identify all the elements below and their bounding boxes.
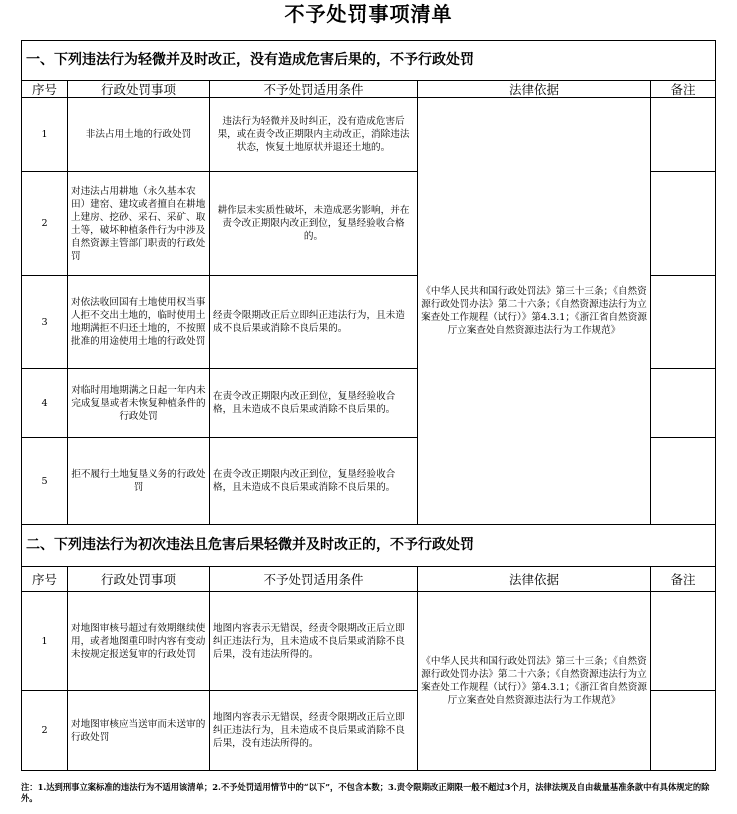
row-number: 2 bbox=[22, 172, 68, 276]
section-1-heading-row bbox=[22, 41, 716, 81]
row-remark bbox=[651, 172, 716, 276]
row-number: 1 bbox=[22, 98, 68, 172]
penalty-exemption-table bbox=[21, 40, 716, 771]
column-header-no: 序号 bbox=[22, 81, 68, 98]
section-1-header-row bbox=[22, 81, 716, 98]
row-remark bbox=[651, 98, 716, 172]
row-remark bbox=[651, 438, 716, 525]
row-number: 5 bbox=[22, 438, 68, 525]
row-legal-basis: 《中华人民共和国行政处罚法》第三十三条；《自然资源行政处罚办法》第二十六条；《自然资源违法行为立案查处工作规程（试行）》第4.3.1；《浙江省自然资源厅立案查处自然资源违法行为工作规范》 bbox=[418, 592, 651, 771]
row-remark bbox=[651, 369, 716, 438]
column-header-condition: 不予处罚适用条件 bbox=[210, 567, 418, 592]
row-condition: 在责令改正期限内改正到位，复垦经验收合格，且未造成不良后果或消除不良后果的。 bbox=[210, 369, 418, 438]
row-legal-basis: 《中华人民共和国行政处罚法》第三十三条；《自然资源行政处罚办法》第二十六条；《自然资源违法行为立案查处工作规程（试行）》第4.3.1；《浙江省自然资源厅立案查处自然资源违法行为工作规范》 bbox=[418, 98, 651, 525]
row-condition: 经责令限期改正后立即纠正违法行为，且未造成不良后果或消除不良后果的。 bbox=[210, 276, 418, 369]
column-header-basis: 法律依据 bbox=[418, 567, 651, 592]
table-row bbox=[22, 592, 716, 691]
row-remark bbox=[651, 691, 716, 771]
row-condition: 在责令改正期限内改正到位，复垦经验收合格，且未造成不良后果或消除不良后果的。 bbox=[210, 438, 418, 525]
row-condition: 地图内容表示无错误，经责令限期改正后立即纠正违法行为，且未造成不良后果或消除不良后果，没有违法所得的。 bbox=[210, 691, 418, 771]
row-condition: 耕作层未实质性破坏，未造成恶劣影响，并在责令改正期限内改正到位，复垦经验收合格的。 bbox=[210, 172, 418, 276]
section-2-heading: 二、下列违法行为初次违法且危害后果轻微并及时改正的，不予行政处罚 bbox=[22, 525, 716, 567]
column-header-remark: 备注 bbox=[651, 81, 716, 98]
table-row bbox=[22, 98, 716, 172]
row-number: 4 bbox=[22, 369, 68, 438]
row-item: 对地图审核应当送审而未送审的行政处罚 bbox=[68, 691, 210, 771]
page-title: 不予处罚事项清单 bbox=[284, 2, 453, 26]
row-remark bbox=[651, 592, 716, 691]
column-header-item: 行政处罚事项 bbox=[68, 567, 210, 592]
row-number: 3 bbox=[22, 276, 68, 369]
column-header-no: 序号 bbox=[22, 567, 68, 592]
row-remark bbox=[651, 276, 716, 369]
row-item: 对违法占用耕地（永久基本农田）建窑、建坟或者擅自在耕地上建房、挖砂、采石、采矿、取土等，破坏种植条件行为中涉及自然资源主管部门职责的行政处罚 bbox=[68, 172, 210, 276]
section-2-heading-row bbox=[22, 525, 716, 567]
row-item: 拒不履行土地复垦义务的行政处罚 bbox=[68, 438, 210, 525]
row-number: 1 bbox=[22, 592, 68, 691]
section-2-header-row bbox=[22, 567, 716, 592]
section-1-heading: 一、下列违法行为轻微并及时改正，没有造成危害后果的，不予行政处罚 bbox=[22, 41, 716, 81]
row-condition: 违法行为轻微并及时纠正，没有造成危害后果，或在责令改正期限内主动改正，消除违法状态，恢复土地原状并退还土地的。 bbox=[210, 98, 418, 172]
row-item: 对依法收回国有土地使用权当事人拒不交出土地的，临时使用土地期满拒不归还土地的，不按照批准的用途使用土地的行政处罚 bbox=[68, 276, 210, 369]
row-condition: 地图内容表示无错误，经责令限期改正后立即纠正违法行为，且未造成不良后果或消除不良后果，没有违法所得的。 bbox=[210, 592, 418, 691]
row-item: 对地图审核号超过有效期继续使用，或者地图重印时内容有变动未按规定报送复审的行政处罚 bbox=[68, 592, 210, 691]
row-item: 对临时用地期满之日起一年内未完成复垦或者未恢复种植条件的行政处罚 bbox=[68, 369, 210, 438]
column-header-remark: 备注 bbox=[651, 567, 716, 592]
column-header-condition: 不予处罚适用条件 bbox=[210, 81, 418, 98]
footnote: 注：1.达到刑事立案标准的违法行为不适用该清单；2.不予处罚适用情节中的“以下”，不包含本数；3.责令限期改正期限一般不超过3个月，法律法规及自由裁量基准条款中有具体规定的除外。 bbox=[21, 782, 710, 803]
row-number: 2 bbox=[22, 691, 68, 771]
column-header-item: 行政处罚事项 bbox=[68, 81, 210, 98]
row-item: 非法占用土地的行政处罚 bbox=[68, 98, 210, 172]
column-header-basis: 法律依据 bbox=[418, 81, 651, 98]
